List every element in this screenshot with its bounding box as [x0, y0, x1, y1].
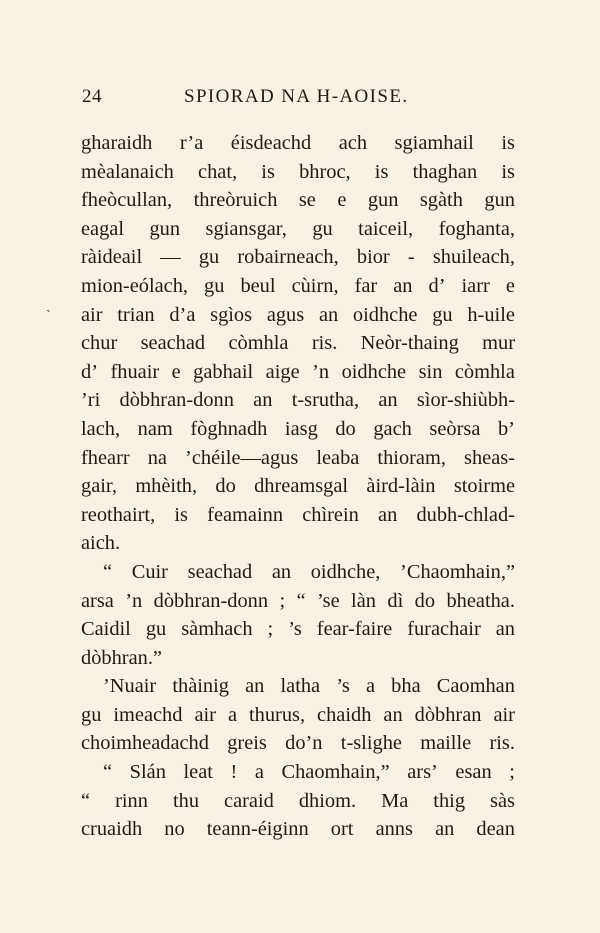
word: caraid — [224, 789, 274, 812]
word: maille — [420, 732, 472, 755]
word: bior — [356, 246, 390, 269]
word: — — [160, 246, 181, 269]
text-line — [81, 215, 515, 244]
word: iarr — [461, 274, 490, 297]
text-line — [81, 587, 515, 616]
text-line — [81, 672, 515, 701]
word: Neòr-thaing — [360, 332, 459, 355]
word: arsa — [81, 589, 114, 612]
word: “ — [296, 589, 306, 612]
word: dhiom. — [298, 789, 357, 812]
word: iasg — [284, 417, 318, 440]
word: seachad — [187, 560, 253, 583]
word: dubh-chlad- — [416, 503, 515, 526]
word: is — [374, 160, 389, 183]
word: mèalanaich — [81, 160, 174, 183]
text-line — [81, 558, 515, 587]
word: ris. — [489, 732, 515, 755]
text-line — [81, 415, 515, 444]
word: ort — [330, 818, 354, 841]
text-line — [81, 815, 515, 844]
text-line — [81, 787, 515, 816]
word: rinn — [115, 789, 148, 812]
word: gair, — [81, 475, 117, 498]
word: thig — [433, 789, 466, 812]
word: gu — [81, 703, 102, 726]
word: air — [194, 703, 216, 726]
word: gabhail — [193, 360, 254, 383]
text-line — [81, 158, 515, 187]
word: dean — [476, 818, 515, 841]
word: fòghnadh — [190, 417, 268, 440]
word: sgìos — [210, 303, 253, 326]
word: do — [215, 475, 236, 498]
word: mur — [482, 332, 515, 355]
word: d’ — [428, 274, 446, 297]
word: furachair — [407, 618, 481, 641]
word: lach, — [81, 417, 121, 440]
word: far — [354, 274, 378, 297]
word: air — [493, 703, 515, 726]
text-line — [81, 758, 515, 787]
word: teann-éiginn — [206, 818, 309, 841]
word: ; — [509, 761, 515, 784]
word: an — [435, 818, 455, 841]
word: bhroc, — [299, 160, 351, 183]
word: dhreamsgal — [254, 475, 349, 498]
word: air — [81, 303, 103, 326]
word: an — [383, 703, 403, 726]
word: d’a — [169, 303, 196, 326]
word: oidhche, — [310, 560, 381, 583]
text-line — [81, 301, 515, 330]
word: gun — [149, 217, 181, 240]
word: an — [271, 560, 292, 583]
word: gu — [145, 618, 167, 641]
word: dòbhran.” — [81, 646, 162, 669]
word: seòrsa — [429, 417, 481, 440]
word: thu — [172, 789, 200, 812]
word: sin — [418, 360, 443, 383]
word: Caidil — [81, 618, 131, 641]
word: eagal — [81, 217, 125, 240]
word: sgàth — [419, 189, 463, 212]
word: an — [318, 303, 339, 326]
margin-mark: ˎ — [46, 298, 51, 313]
text-line — [81, 615, 515, 644]
word: d’ — [81, 360, 98, 383]
word: greis — [227, 732, 267, 755]
text-line — [81, 701, 515, 730]
word: b’ — [497, 417, 515, 440]
word: gun — [484, 189, 515, 212]
word: làn — [351, 589, 376, 612]
word: leat — [183, 761, 213, 784]
word: fhearr — [81, 446, 130, 469]
word: ars’ — [407, 761, 438, 784]
page-header — [82, 86, 512, 112]
word: seachad — [140, 332, 206, 355]
word: is — [261, 160, 275, 183]
word: do’n — [285, 732, 323, 755]
word: “ — [103, 761, 113, 784]
word: Caomhan — [436, 675, 515, 698]
body-text — [81, 129, 515, 844]
word: gu — [432, 303, 453, 326]
word: stoirme — [453, 475, 515, 498]
word: na — [147, 446, 167, 469]
word: trian — [117, 303, 155, 326]
word: sàs — [490, 789, 515, 812]
word: an — [253, 389, 273, 412]
word: e — [337, 189, 347, 212]
word: gach — [373, 417, 412, 440]
word: còmhla — [454, 360, 515, 383]
word: gharaidh — [81, 132, 153, 154]
word: ’n — [125, 589, 143, 612]
word: do — [335, 417, 356, 440]
word: threòruich — [193, 189, 278, 212]
word: sìor-shiùbh- — [416, 389, 515, 412]
word: oidhche — [352, 303, 418, 326]
word: thàinig — [172, 675, 229, 698]
word: aich. — [81, 532, 121, 555]
word: aige — [265, 360, 300, 383]
word: t-slighe — [340, 732, 402, 755]
word: gun — [367, 189, 399, 212]
word: taiceil, — [358, 217, 414, 240]
word: ’s — [288, 618, 302, 641]
word: ; — [267, 618, 274, 641]
word: bheatha. — [446, 589, 515, 612]
word: e — [171, 360, 181, 383]
word: t-srutha, — [291, 389, 360, 412]
word: thurus, — [248, 703, 306, 726]
text-line — [81, 358, 515, 387]
word: cùirn, — [291, 274, 339, 297]
word: gu — [312, 217, 333, 240]
word: còmhla — [228, 332, 289, 355]
word: an — [378, 503, 398, 526]
word: dòbhran-donn — [119, 389, 234, 412]
word: dòbhran-donn — [153, 589, 269, 612]
word: beul — [240, 274, 276, 297]
word: reothairt, — [81, 503, 156, 526]
word: shuileach, — [432, 246, 515, 269]
word: a — [227, 703, 237, 726]
running-title: SPIORAD NA H-AOISE. — [184, 86, 409, 107]
text-line — [81, 501, 515, 530]
word: ’Chaomhain,” — [400, 560, 515, 583]
word: sgiansgar, — [205, 217, 287, 240]
word: no — [164, 818, 185, 841]
word: dòbhran — [414, 703, 482, 726]
word: mion-eólach, — [81, 274, 189, 297]
text-line — [81, 644, 515, 673]
word: ach — [338, 132, 368, 154]
text-line — [81, 243, 515, 272]
word: chur — [81, 332, 118, 355]
text-line — [81, 329, 515, 358]
word: chaidh — [317, 703, 372, 726]
word: ! — [230, 761, 238, 784]
page-number: 24 — [82, 86, 102, 107]
word: Chaomhain,” — [281, 761, 390, 784]
word: Ma — [381, 789, 409, 812]
word: an — [393, 274, 413, 297]
word: ’n — [312, 360, 330, 383]
text-line — [81, 386, 515, 415]
word: Cuir — [131, 560, 168, 583]
word: nam — [137, 417, 173, 440]
word: éisdeachd — [230, 132, 312, 154]
word: ’se — [316, 589, 340, 612]
word: an — [378, 389, 398, 412]
word: àird-làin — [366, 475, 436, 498]
word: is — [174, 503, 188, 526]
word: anns — [375, 818, 413, 841]
text-line — [81, 272, 515, 301]
text-line — [81, 444, 515, 473]
word: a — [365, 675, 376, 698]
word: foghanta, — [438, 217, 515, 240]
word: cruaidh — [81, 818, 143, 841]
word: ; — [279, 589, 286, 612]
word: do — [414, 589, 436, 612]
word: dì — [387, 589, 404, 612]
text-line — [81, 472, 515, 501]
word: ràideail — [81, 246, 143, 269]
word: thaghan — [412, 160, 478, 183]
word: mhèith, — [135, 475, 198, 498]
word: latha — [280, 675, 321, 698]
word: “ — [103, 560, 113, 583]
word: an — [245, 675, 265, 698]
word: is — [501, 160, 515, 183]
word: thioram, — [377, 446, 446, 469]
word: ’ri — [81, 389, 101, 412]
text-line — [81, 129, 515, 158]
word: fhuair — [110, 360, 160, 383]
word: agus — [266, 303, 305, 326]
word: Slán — [129, 761, 166, 784]
word: - — [407, 246, 415, 269]
text-line — [81, 729, 515, 758]
word: fear-faire — [316, 618, 393, 641]
word: an — [495, 618, 515, 641]
word: oidhche — [341, 360, 407, 383]
word: sàmhach — [181, 618, 253, 641]
word: gu — [198, 246, 220, 269]
word: ris. — [311, 332, 338, 355]
word: ’chéile—agus — [185, 446, 299, 469]
word: ’s — [336, 675, 350, 698]
word: feamainn — [207, 503, 284, 526]
word: is — [501, 132, 515, 154]
text-line — [81, 529, 515, 558]
word: e — [505, 274, 515, 297]
word: sheas- — [464, 446, 515, 469]
text-line — [81, 186, 515, 215]
word: sgiamhail — [394, 132, 474, 154]
word: esan — [455, 761, 492, 784]
word: robairneach, — [237, 246, 339, 269]
word: fheòcullan, — [81, 189, 173, 212]
word: ’Nuair — [103, 675, 157, 698]
word: gu — [204, 274, 225, 297]
word: se — [298, 189, 316, 212]
word: h-uile — [467, 303, 515, 326]
word: choimheadachd — [81, 732, 209, 755]
word: chìrein — [302, 503, 359, 526]
word: leaba — [316, 446, 360, 469]
word: chat, — [198, 160, 238, 183]
word: imeachd — [113, 703, 183, 726]
word: r’a — [179, 132, 204, 154]
word: a — [254, 761, 264, 784]
word: “ — [81, 789, 91, 812]
word: bha — [391, 675, 421, 698]
